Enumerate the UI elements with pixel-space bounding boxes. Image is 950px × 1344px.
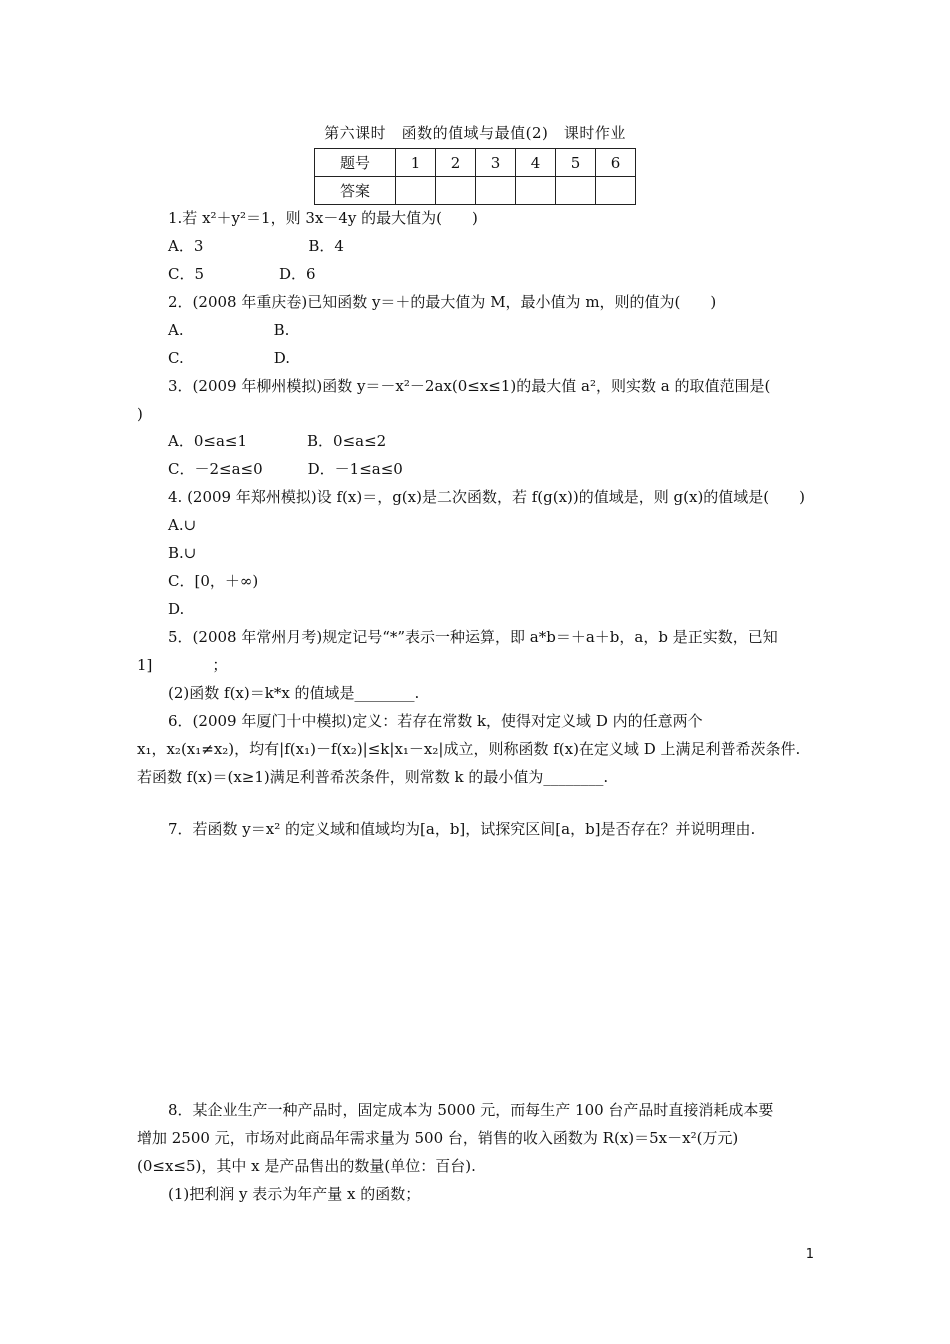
answer-cell — [556, 177, 596, 205]
question-4-option-c: C．[0，＋∞) — [168, 572, 259, 590]
question-8-stem-line-2: 增加 2500 元，市场对此商品年需求量为 500 台，销售的收入函数为 R(x)＝5x－x²(万元) — [137, 1129, 739, 1147]
question-number: 5 — [556, 149, 596, 177]
question-6-stem: 6．(2009 年厦门十中模拟)定义：若存在常数 k，使得对定义域 D 内的任意两个 — [168, 712, 703, 730]
question-1-options-ab: A．3 B．4 — [168, 237, 344, 255]
question-7-stem: 7．若函数 y＝x² 的定义域和值域均为[a，b]，试探究区间[a，b]是否存在？并说明理由. — [168, 820, 756, 838]
question-3-options-cd: C．－2≤a≤0 D．－1≤a≤0 — [168, 460, 403, 478]
question-number: 3 — [476, 149, 516, 177]
question-5-stem: 5．(2008 年常州月考)规定记号“*”表示一种运算，即 a*b＝＋a＋b，a，b 是正实数，已知 — [168, 628, 778, 646]
question-5-part-2: (2)函数 f(x)＝k*x 的值域是________. — [168, 684, 420, 702]
question-2-stem: 2．(2008 年重庆卷)已知函数 y＝＋的最大值为 M，最小值为 m，则的值为( ) — [168, 293, 717, 311]
answer-cell — [596, 177, 636, 205]
answer-cell — [516, 177, 556, 205]
question-3-stem: 3．(2009 年柳州模拟)函数 y＝－x²－2ax(0≤x≤1)的最大值 a²，则实数 a 的取值范围是( — [168, 377, 771, 395]
question-8-stem: 8．某企业生产一种产品时，固定成本为 5000 元，而每生产 100 台产品时直接消耗成本要 — [168, 1101, 774, 1119]
question-8-part-1: (1)把利润 y 表示为年产量 x 的函数； — [168, 1185, 421, 1203]
answer-label: 答案 — [315, 177, 396, 205]
answer-table-answer-row — [315, 177, 636, 205]
question-2-options-cd: C. D. — [168, 349, 290, 367]
answer-cell — [436, 177, 476, 205]
answer-cell — [396, 177, 436, 205]
question-number: 6 — [596, 149, 636, 177]
answer-cell — [476, 177, 516, 205]
question-number: 2 — [436, 149, 476, 177]
question-number: 4 — [516, 149, 556, 177]
question-6-stem-line-3: 若函数 f(x)＝(x≥1)满足利普希茨条件，则常数 k 的最小值为________. — [137, 768, 609, 786]
question-3-options-ab: A．0≤a≤1 B．0≤a≤2 — [168, 432, 387, 450]
page-number: 1 — [805, 1247, 814, 1262]
question-4-option-d: D. — [168, 600, 185, 618]
question-4-option-b: B.∪ — [168, 544, 197, 562]
question-6-stem-line-2: x₁，x₂(x₁≠x₂)，均有|f(x₁)－f(x₂)|≤k|x₁－x₂|成立，则称函数 f(x)在定义域 D 上满足利普希茨条件. — [137, 740, 801, 758]
page-title: 第六课时 函数的值域与最值(2) 课时作业 — [324, 124, 626, 142]
answer-table — [314, 148, 636, 205]
question-4-stem: 4. (2009 年郑州模拟)设 f(x)＝，g(x)是二次函数，若 f(g(x))的值域是，则 g(x)的值域是( ) — [168, 488, 806, 506]
question-2-options-ab: A. B. — [168, 321, 290, 339]
question-8-stem-line-3: (0≤x≤5)，其中 x 是产品售出的数量(单位：百台). — [137, 1157, 476, 1175]
question-4-option-a: A.∪ — [168, 516, 197, 534]
question-3-stem-continued: ) — [137, 405, 143, 423]
question-1-stem: 1.若 x²＋y²＝1，则 3x－4y 的最大值为( ) — [168, 209, 478, 227]
question-5-stem-continued: 1] ； — [137, 656, 228, 674]
answer-table-number-row — [315, 149, 636, 177]
question-number-label: 题号 — [315, 149, 396, 177]
question-1-options-cd: C．5 D．6 — [168, 265, 316, 283]
question-number: 1 — [396, 149, 436, 177]
